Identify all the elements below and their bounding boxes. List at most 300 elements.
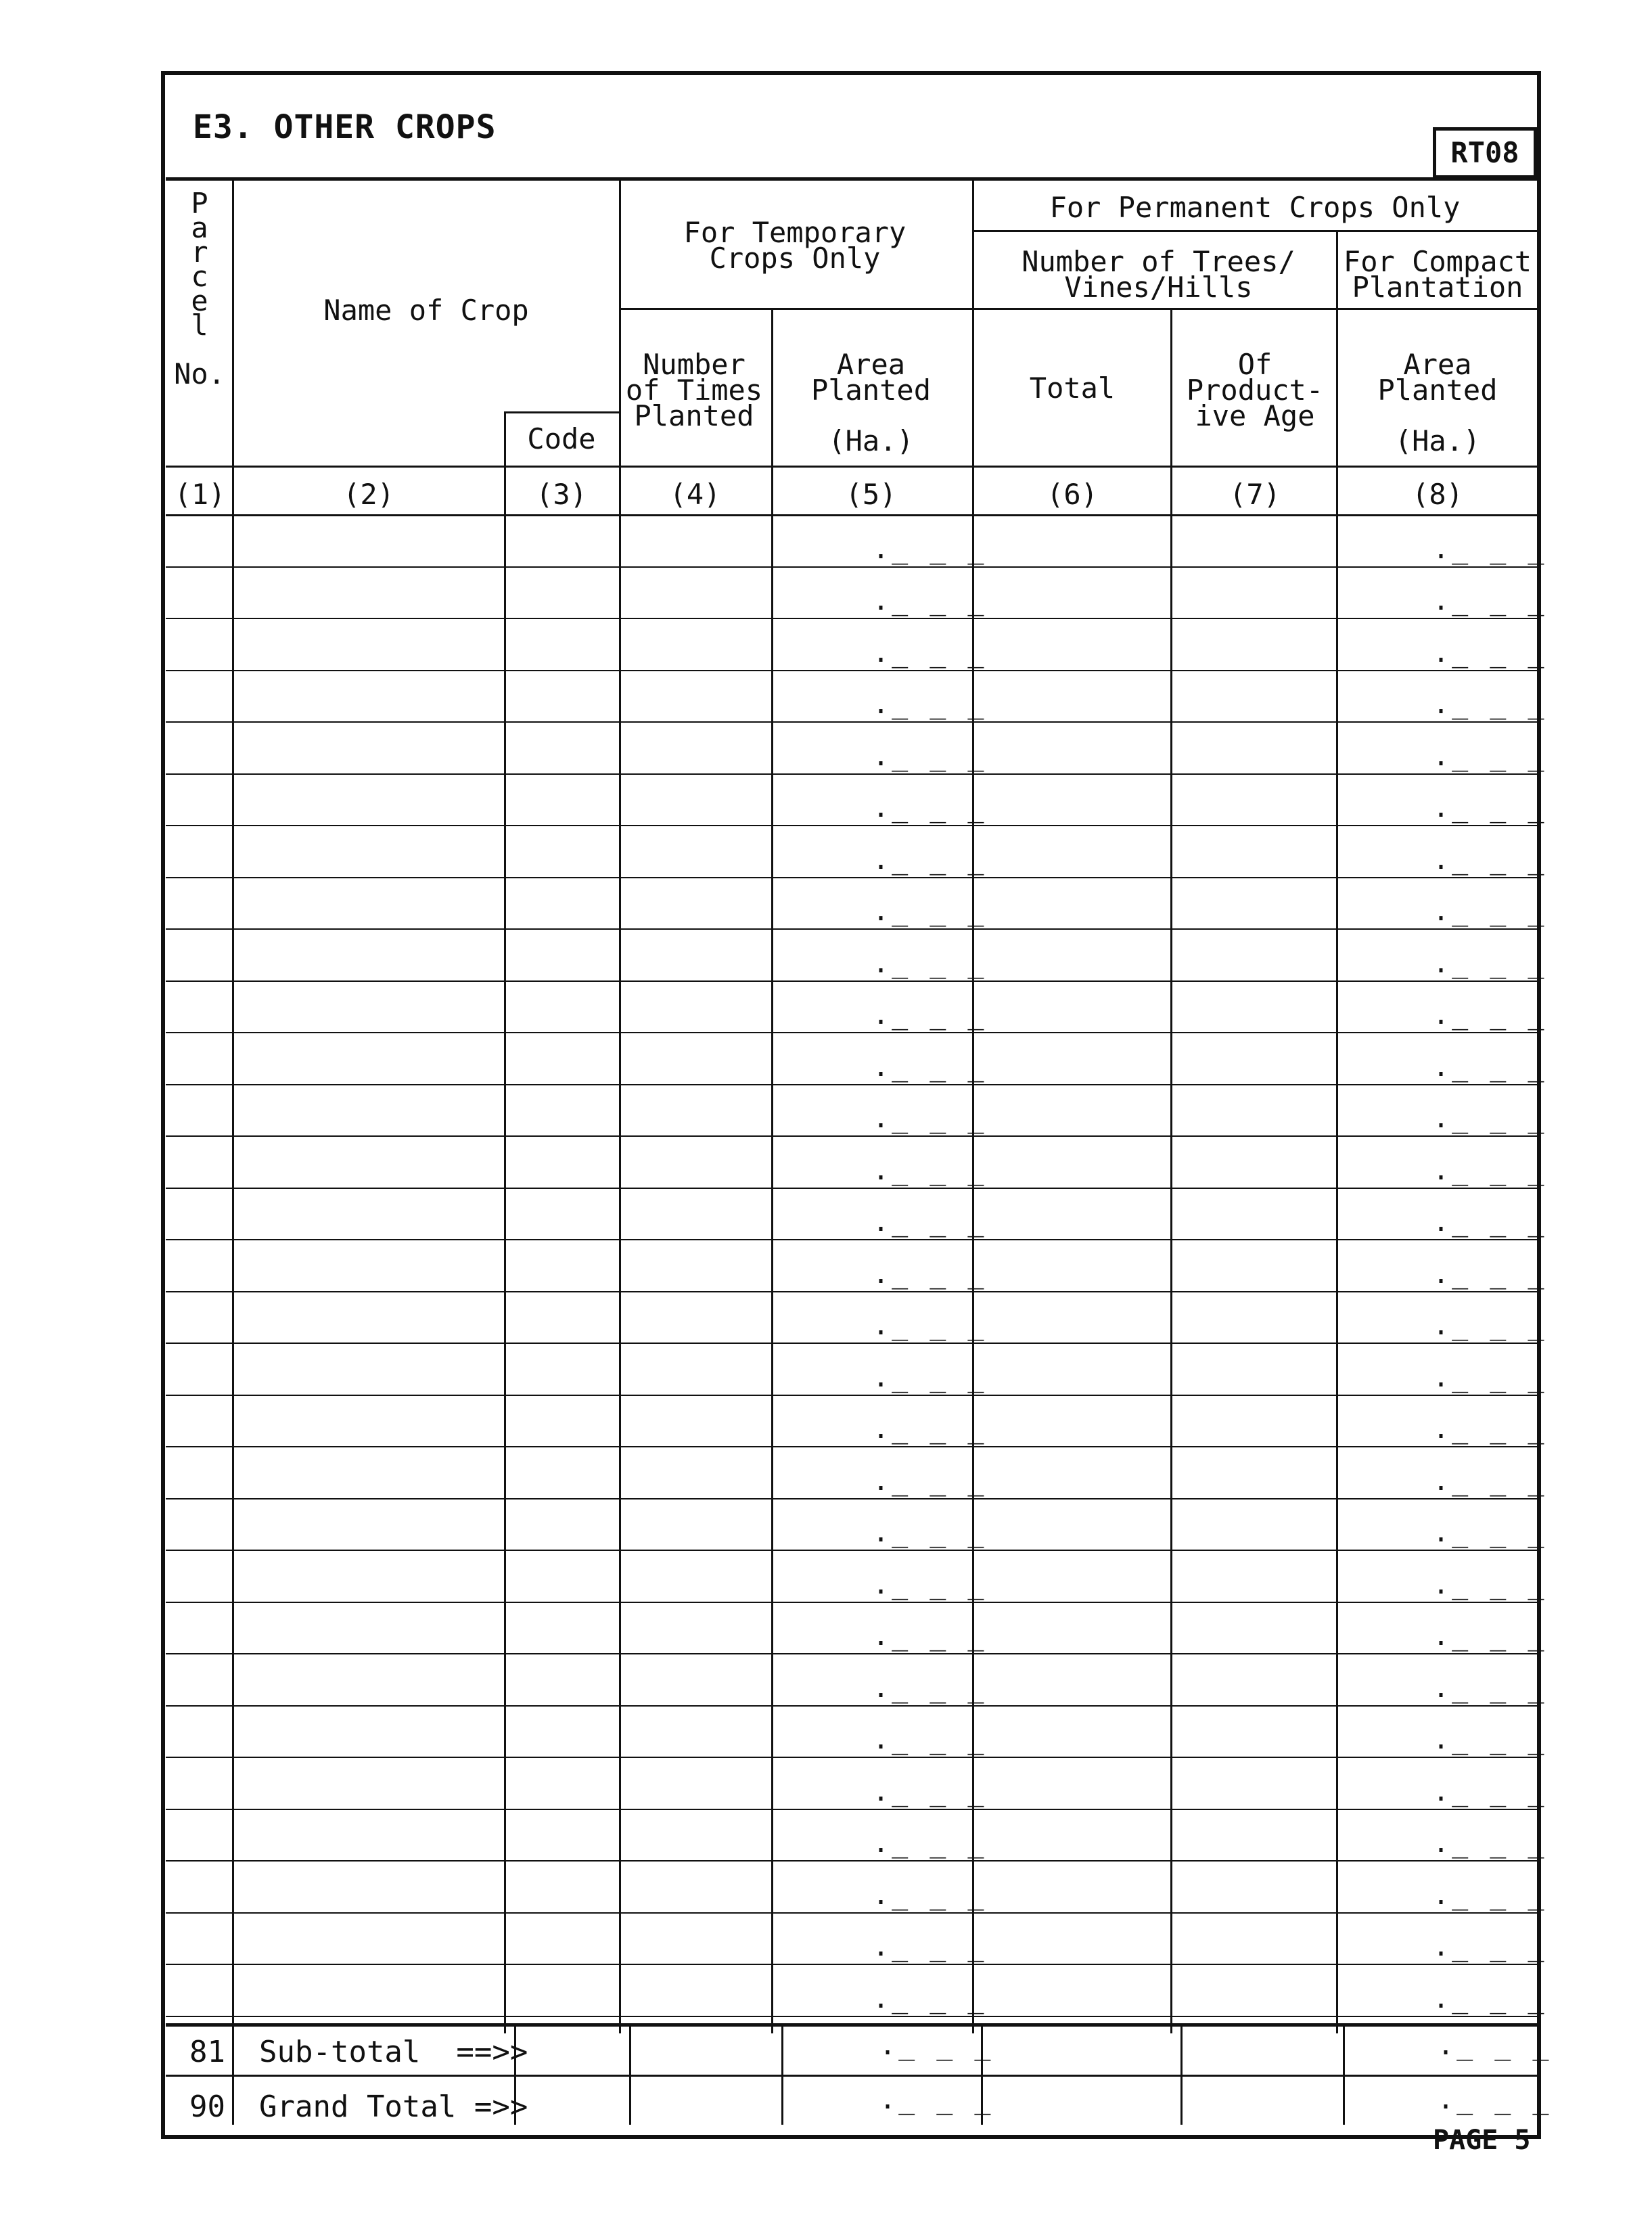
area-temp-decimal: ._ _ _ xyxy=(873,1569,987,1600)
productive-age-cell[interactable] xyxy=(1172,672,1332,720)
table-row-line xyxy=(166,1395,1539,1396)
crop-name-cell[interactable] xyxy=(234,983,500,1031)
form-code-box: RT08 xyxy=(1433,127,1537,179)
table-row-line xyxy=(166,1757,1539,1758)
code-cell[interactable] xyxy=(506,1034,615,1082)
code-cell[interactable] xyxy=(506,827,615,875)
code-cell[interactable] xyxy=(506,1707,615,1755)
header-bottom-line xyxy=(166,466,1539,468)
productive-age-cell[interactable] xyxy=(1172,1034,1332,1082)
parcel-cell[interactable] xyxy=(168,1914,228,1962)
area-perm-decimal: ._ _ _ xyxy=(1433,637,1547,669)
parcel-cell[interactable] xyxy=(168,1034,228,1082)
area-temp-decimal: ._ _ _ xyxy=(873,1621,987,1652)
area-perm-decimal: ._ _ _ xyxy=(1433,1776,1547,1807)
area-perm-decimal: ._ _ _ xyxy=(1433,741,1547,772)
times-planted-cell[interactable] xyxy=(621,1604,767,1652)
table-row-line xyxy=(166,928,1539,930)
code-cell[interactable] xyxy=(506,1293,615,1341)
times-planted-cell[interactable] xyxy=(621,1034,767,1082)
code-cell[interactable] xyxy=(506,1345,615,1393)
subtotal-area-perm-decimal: ._ _ _ xyxy=(1438,2030,1552,2061)
crop-name-cell[interactable] xyxy=(234,1707,500,1755)
parcel-cell[interactable] xyxy=(168,723,228,771)
total-trees-cell[interactable] xyxy=(974,775,1166,824)
total-trees-cell[interactable] xyxy=(974,1604,1166,1652)
crop-name-cell[interactable] xyxy=(234,723,500,771)
times-planted-cell[interactable] xyxy=(621,1552,767,1600)
totals-top-line xyxy=(166,2023,1539,2027)
code-cell[interactable] xyxy=(506,1448,615,1496)
area-planted-perm-header: Area Planted xyxy=(1377,348,1498,407)
productive-age-cell[interactable] xyxy=(1172,516,1332,564)
area-temp-decimal: ._ _ _ xyxy=(873,1828,987,1859)
area-perm-decimal: ._ _ _ xyxy=(1433,1517,1547,1548)
area-planted-temp-header: Area Planted xyxy=(810,348,931,407)
parcel-cell[interactable] xyxy=(168,1293,228,1341)
area-temp-decimal: ._ _ _ xyxy=(873,1776,987,1807)
area-perm-decimal: ._ _ _ xyxy=(1433,1828,1547,1859)
table-row-line xyxy=(166,1653,1539,1654)
productive-age-cell[interactable] xyxy=(1172,1190,1332,1238)
crop-name-cell[interactable] xyxy=(234,1448,500,1496)
total-trees-cell[interactable] xyxy=(974,1448,1166,1496)
parcel-cell[interactable] xyxy=(168,930,228,978)
times-planted-cell[interactable] xyxy=(621,1914,767,1962)
times-planted-cell[interactable] xyxy=(621,1500,767,1548)
totals-divider-1 xyxy=(232,2023,234,2125)
area-temp-decimal: ._ _ _ xyxy=(873,792,987,824)
productive-age-cell[interactable] xyxy=(1172,1811,1332,1859)
productive-age-cell[interactable] xyxy=(1172,1604,1332,1652)
total-trees-cell[interactable] xyxy=(974,516,1166,564)
times-planted-cell[interactable] xyxy=(621,568,767,616)
table-row-line xyxy=(166,773,1539,775)
parcel-cell[interactable] xyxy=(168,1707,228,1755)
total-trees-cell[interactable] xyxy=(974,1759,1166,1807)
area-perm-decimal: ._ _ _ xyxy=(1433,534,1547,565)
area-temp-decimal: ._ _ _ xyxy=(873,534,987,565)
area-perm-decimal: ._ _ _ xyxy=(1433,585,1547,616)
ha-perm-header: (Ha.) xyxy=(1394,424,1481,457)
times-planted-cell[interactable] xyxy=(621,516,767,564)
crop-name-cell[interactable] xyxy=(234,1655,500,1703)
total-trees-cell[interactable] xyxy=(974,1086,1166,1134)
table-row-line xyxy=(166,1032,1539,1033)
totals-middle-line xyxy=(166,2075,1539,2077)
column-number-1: (1) xyxy=(174,478,226,511)
code-cell[interactable] xyxy=(506,1759,615,1807)
table-row-line xyxy=(166,1446,1539,1447)
area-temp-decimal: ._ _ _ xyxy=(873,1206,987,1238)
column-number-2: (2) xyxy=(343,478,394,511)
crop-name-cell[interactable] xyxy=(234,1034,500,1082)
area-perm-decimal: ._ _ _ xyxy=(1433,1310,1547,1341)
times-planted-cell[interactable] xyxy=(621,775,767,824)
crop-name-cell[interactable] xyxy=(234,827,500,875)
code-cell[interactable] xyxy=(506,879,615,927)
times-planted-cell[interactable] xyxy=(621,1759,767,1807)
crop-name-cell[interactable] xyxy=(234,879,500,927)
parcel-cell[interactable] xyxy=(168,1190,228,1238)
area-temp-decimal: ._ _ _ xyxy=(873,1362,987,1393)
total-trees-cell[interactable] xyxy=(974,983,1166,1031)
code-cell[interactable] xyxy=(506,1655,615,1703)
total-trees-cell[interactable] xyxy=(974,1552,1166,1600)
code-cell[interactable] xyxy=(506,1500,615,1548)
area-perm-decimal: ._ _ _ xyxy=(1433,1155,1547,1186)
productive-age-cell[interactable] xyxy=(1172,1137,1332,1186)
productive-age-cell[interactable] xyxy=(1172,1914,1332,1962)
times-planted-cell[interactable] xyxy=(621,930,767,978)
total-trees-cell[interactable] xyxy=(974,723,1166,771)
table-row-line xyxy=(166,1498,1539,1499)
area-perm-decimal: ._ _ _ xyxy=(1433,1414,1547,1445)
table-row-line xyxy=(166,1860,1539,1862)
subtotal-code: 81 xyxy=(189,2035,225,2069)
table-row-line xyxy=(166,1705,1539,1707)
code-cell[interactable] xyxy=(506,1811,615,1859)
table-row-line xyxy=(166,1912,1539,1914)
header-subrow-line xyxy=(619,308,1539,310)
area-temp-decimal: ._ _ _ xyxy=(873,844,987,876)
area-perm-decimal: ._ _ _ xyxy=(1433,844,1547,876)
area-temp-decimal: ._ _ _ xyxy=(873,1259,987,1290)
table-row-line xyxy=(166,1602,1539,1603)
total-trees-cell[interactable] xyxy=(974,827,1166,875)
parcel-cell[interactable] xyxy=(168,620,228,668)
total-trees-cell[interactable] xyxy=(974,930,1166,978)
times-planted-cell[interactable] xyxy=(621,1966,767,2014)
code-cell[interactable] xyxy=(506,1190,615,1238)
times-planted-cell[interactable] xyxy=(621,879,767,927)
productive-age-cell[interactable] xyxy=(1172,1862,1332,1910)
compact-plantation-header: For Compact Plantation xyxy=(1343,245,1532,304)
times-planted-cell[interactable] xyxy=(621,1086,767,1134)
column-number-8: (8) xyxy=(1412,478,1463,511)
page-number: PAGE 5 xyxy=(1433,2125,1531,2156)
parcel-cell[interactable] xyxy=(168,983,228,1031)
column-number-4: (4) xyxy=(669,478,721,511)
crop-name-cell[interactable] xyxy=(234,1345,500,1393)
area-temp-decimal: ._ _ _ xyxy=(873,1983,987,2014)
area-perm-decimal: ._ _ _ xyxy=(1433,896,1547,927)
times-planted-cell[interactable] xyxy=(621,1190,767,1238)
table-row-line xyxy=(166,980,1539,982)
area-perm-decimal: ._ _ _ xyxy=(1433,792,1547,824)
times-planted-cell[interactable] xyxy=(621,723,767,771)
crop-name-cell[interactable] xyxy=(234,1966,500,2014)
total-trees-cell[interactable] xyxy=(974,1345,1166,1393)
total-trees-cell[interactable] xyxy=(974,879,1166,927)
crop-name-cell[interactable] xyxy=(234,1500,500,1548)
productive-age-cell[interactable] xyxy=(1172,1293,1332,1341)
code-cell[interactable] xyxy=(506,568,615,616)
parcel-cell[interactable] xyxy=(168,1448,228,1496)
code-cell[interactable] xyxy=(506,930,615,978)
crop-name-cell[interactable] xyxy=(234,1137,500,1186)
area-temp-decimal: ._ _ _ xyxy=(873,637,987,669)
table-row-line xyxy=(166,670,1539,671)
table-row-line xyxy=(166,825,1539,826)
parcel-cell[interactable] xyxy=(168,568,228,616)
total-trees-cell[interactable] xyxy=(974,1397,1166,1445)
table-row-line xyxy=(166,1188,1539,1189)
crop-name-cell[interactable] xyxy=(234,1862,500,1910)
parcel-cell[interactable] xyxy=(168,672,228,720)
parcel-cell[interactable] xyxy=(168,1500,228,1548)
area-perm-decimal: ._ _ _ xyxy=(1433,948,1547,979)
productive-age-cell[interactable] xyxy=(1172,983,1332,1031)
crop-name-cell[interactable] xyxy=(234,1190,500,1238)
table-row-line xyxy=(166,721,1539,723)
times-planted-cell[interactable] xyxy=(621,1655,767,1703)
code-cell[interactable] xyxy=(506,516,615,564)
productive-age-cell[interactable] xyxy=(1172,1500,1332,1548)
table-row-line xyxy=(166,1343,1539,1344)
parcel-cell[interactable] xyxy=(168,1086,228,1134)
code-cell[interactable] xyxy=(506,1552,615,1600)
total-trees-cell[interactable] xyxy=(974,1500,1166,1548)
productive-age-cell[interactable] xyxy=(1172,1448,1332,1496)
table-row-line xyxy=(166,1135,1539,1137)
area-perm-decimal: ._ _ _ xyxy=(1433,1724,1547,1755)
times-planted-cell[interactable] xyxy=(621,827,767,875)
table-row-line xyxy=(166,1239,1539,1240)
table-row-line xyxy=(166,618,1539,619)
crop-name-cell[interactable] xyxy=(234,1086,500,1134)
totals-divider-3 xyxy=(629,2023,631,2125)
area-perm-decimal: ._ _ _ xyxy=(1433,1362,1547,1393)
code-cell[interactable] xyxy=(506,1241,615,1289)
parcel-cell[interactable] xyxy=(168,827,228,875)
times-planted-cell[interactable] xyxy=(621,1707,767,1755)
crop-name-cell[interactable] xyxy=(234,516,500,564)
area-temp-decimal: ._ _ _ xyxy=(873,1724,987,1755)
column-number-7: (7) xyxy=(1229,478,1281,511)
crop-name-cell[interactable] xyxy=(234,1914,500,1962)
temporary-crops-header: For Temporary Crops Only xyxy=(683,216,907,275)
area-perm-decimal: ._ _ _ xyxy=(1433,1466,1547,1497)
subtotal-label: Sub-total ==>> xyxy=(259,2035,528,2069)
area-perm-decimal: ._ _ _ xyxy=(1433,1259,1547,1290)
total-header: Total xyxy=(1029,371,1116,405)
area-perm-decimal: ._ _ _ xyxy=(1433,1103,1547,1134)
parcel-cell[interactable] xyxy=(168,879,228,927)
area-temp-decimal: ._ _ _ xyxy=(873,1517,987,1548)
code-cell[interactable] xyxy=(506,1604,615,1652)
total-trees-cell[interactable] xyxy=(974,1914,1166,1962)
crop-name-cell[interactable] xyxy=(234,1811,500,1859)
times-planted-cell[interactable] xyxy=(621,1137,767,1186)
area-temp-decimal: ._ _ _ xyxy=(873,999,987,1031)
parcel-cell[interactable] xyxy=(168,1397,228,1445)
times-planted-cell[interactable] xyxy=(621,1862,767,1910)
productive-age-cell[interactable] xyxy=(1172,775,1332,824)
times-planted-cell[interactable] xyxy=(621,1293,767,1341)
times-planted-cell[interactable] xyxy=(621,1448,767,1496)
times-planted-cell[interactable] xyxy=(621,1811,767,1859)
ha-temp-header: (Ha.) xyxy=(828,424,914,457)
parcel-header: P a r c e l No. xyxy=(174,187,225,390)
productive-age-cell[interactable] xyxy=(1172,1241,1332,1289)
parcel-cell[interactable] xyxy=(168,1655,228,1703)
productive-age-cell[interactable] xyxy=(1172,1655,1332,1703)
area-perm-decimal: ._ _ _ xyxy=(1433,1206,1547,1238)
area-temp-decimal: ._ _ _ xyxy=(873,689,987,720)
times-planted-cell[interactable] xyxy=(621,983,767,1031)
area-temp-decimal: ._ _ _ xyxy=(873,1310,987,1341)
area-temp-decimal: ._ _ _ xyxy=(873,1880,987,1911)
header-top-line xyxy=(166,177,1538,181)
total-trees-cell[interactable] xyxy=(974,1190,1166,1238)
productive-age-cell[interactable] xyxy=(1172,879,1332,927)
area-perm-decimal: ._ _ _ xyxy=(1433,1052,1547,1083)
grand-total-code: 90 xyxy=(189,2090,225,2124)
area-perm-decimal: ._ _ _ xyxy=(1433,1569,1547,1600)
parcel-cell[interactable] xyxy=(168,1604,228,1652)
area-temp-decimal: ._ _ _ xyxy=(873,1931,987,1962)
productive-age-cell[interactable] xyxy=(1172,1966,1332,2014)
table-row-line xyxy=(166,1550,1539,1551)
productive-age-cell[interactable] xyxy=(1172,827,1332,875)
area-perm-decimal: ._ _ _ xyxy=(1433,1931,1547,1962)
total-trees-cell[interactable] xyxy=(974,620,1166,668)
parcel-cell[interactable] xyxy=(168,1759,228,1807)
total-trees-cell[interactable] xyxy=(974,1966,1166,2014)
crop-name-cell[interactable] xyxy=(234,672,500,720)
total-trees-cell[interactable] xyxy=(974,1655,1166,1703)
trees-vines-header: Number of Trees/ Vines/Hills xyxy=(1022,245,1295,304)
column-number-5: (5) xyxy=(845,478,897,511)
name-of-crop-header: Name of Crop xyxy=(323,294,529,327)
times-planted-cell[interactable] xyxy=(621,1345,767,1393)
parcel-cell[interactable] xyxy=(168,775,228,824)
grand-total-area-perm-decimal: ._ _ _ xyxy=(1438,2084,1552,2115)
area-perm-decimal: ._ _ _ xyxy=(1433,1673,1547,1704)
code-cell[interactable] xyxy=(506,1862,615,1910)
productive-age-cell[interactable] xyxy=(1172,723,1332,771)
area-temp-decimal: ._ _ _ xyxy=(873,585,987,616)
area-perm-decimal: ._ _ _ xyxy=(1433,1880,1547,1911)
totals-divider-7 xyxy=(1343,2023,1345,2125)
crop-name-cell[interactable] xyxy=(234,775,500,824)
crop-name-cell[interactable] xyxy=(234,620,500,668)
total-trees-cell[interactable] xyxy=(974,1707,1166,1755)
crop-name-cell[interactable] xyxy=(234,1759,500,1807)
productive-age-cell[interactable] xyxy=(1172,1759,1332,1807)
column-number-3: (3) xyxy=(536,478,587,511)
code-cell[interactable] xyxy=(506,723,615,771)
area-temp-decimal: ._ _ _ xyxy=(873,1052,987,1083)
code-cell[interactable] xyxy=(506,983,615,1031)
totals-divider-6 xyxy=(1180,2023,1183,2125)
crop-name-cell[interactable] xyxy=(234,1552,500,1600)
permanent-group-line xyxy=(974,230,1539,232)
crop-name-cell[interactable] xyxy=(234,930,500,978)
crop-name-cell[interactable] xyxy=(234,1293,500,1341)
times-planted-header: Number of Times Planted xyxy=(625,348,763,432)
total-trees-cell[interactable] xyxy=(974,1293,1166,1341)
code-cell[interactable] xyxy=(506,1966,615,2014)
area-temp-decimal: ._ _ _ xyxy=(873,896,987,927)
table-row-line xyxy=(166,1291,1539,1292)
section-title: E3. OTHER CROPS xyxy=(193,108,497,146)
total-trees-cell[interactable] xyxy=(974,1034,1166,1082)
productive-age-cell[interactable] xyxy=(1172,620,1332,668)
times-planted-cell[interactable] xyxy=(621,1241,767,1289)
total-trees-cell[interactable] xyxy=(974,1811,1166,1859)
productive-age-cell[interactable] xyxy=(1172,1086,1332,1134)
permanent-crops-header: For Permanent Crops Only xyxy=(1049,191,1461,224)
area-temp-decimal: ._ _ _ xyxy=(873,1155,987,1186)
total-trees-cell[interactable] xyxy=(974,568,1166,616)
parcel-cell[interactable] xyxy=(168,1966,228,2014)
crop-name-cell[interactable] xyxy=(234,1604,500,1652)
times-planted-cell[interactable] xyxy=(621,672,767,720)
productive-age-cell[interactable] xyxy=(1172,930,1332,978)
area-perm-decimal: ._ _ _ xyxy=(1433,1621,1547,1652)
productive-age-header: Of Product- ive Age xyxy=(1186,348,1324,432)
code-cell[interactable] xyxy=(506,620,615,668)
productive-age-cell[interactable] xyxy=(1172,1552,1332,1600)
code-cell[interactable] xyxy=(506,1914,615,1962)
area-temp-decimal: ._ _ _ xyxy=(873,1103,987,1134)
table-row-line xyxy=(166,566,1539,568)
productive-age-cell[interactable] xyxy=(1172,568,1332,616)
table-row-line xyxy=(166,1964,1539,1965)
area-temp-decimal: ._ _ _ xyxy=(873,948,987,979)
code-header: Code xyxy=(527,422,596,455)
parcel-cell[interactable] xyxy=(168,516,228,564)
parcel-cell[interactable] xyxy=(168,1862,228,1910)
productive-age-cell[interactable] xyxy=(1172,1707,1332,1755)
area-temp-decimal: ._ _ _ xyxy=(873,1414,987,1445)
parcel-cell[interactable] xyxy=(168,1345,228,1393)
productive-age-cell[interactable] xyxy=(1172,1345,1332,1393)
table-row-line xyxy=(166,1084,1539,1085)
total-trees-cell[interactable] xyxy=(974,1241,1166,1289)
times-planted-cell[interactable] xyxy=(621,1397,767,1445)
area-perm-decimal: ._ _ _ xyxy=(1433,1983,1547,2014)
crop-name-cell[interactable] xyxy=(234,1241,500,1289)
times-planted-cell[interactable] xyxy=(621,620,767,668)
area-perm-decimal: ._ _ _ xyxy=(1433,689,1547,720)
total-trees-cell[interactable] xyxy=(974,1137,1166,1186)
grand-total-area-temp-decimal: ._ _ _ xyxy=(879,2084,994,2115)
code-cell[interactable] xyxy=(506,775,615,824)
code-cell[interactable] xyxy=(506,672,615,720)
productive-age-cell[interactable] xyxy=(1172,1397,1332,1445)
crop-name-cell[interactable] xyxy=(234,1397,500,1445)
code-cell[interactable] xyxy=(506,1397,615,1445)
grand-total-label: Grand Total =>> xyxy=(259,2090,528,2124)
crop-name-cell[interactable] xyxy=(234,568,500,616)
total-trees-cell[interactable] xyxy=(974,1862,1166,1910)
code-cell[interactable] xyxy=(506,1137,615,1186)
area-temp-decimal: ._ _ _ xyxy=(873,1673,987,1704)
parcel-cell[interactable] xyxy=(168,1137,228,1186)
code-header-line xyxy=(504,411,619,413)
parcel-cell[interactable] xyxy=(168,1811,228,1859)
parcel-cell[interactable] xyxy=(168,1241,228,1289)
table-row-line xyxy=(166,877,1539,878)
total-trees-cell[interactable] xyxy=(974,672,1166,720)
area-temp-decimal: ._ _ _ xyxy=(873,1466,987,1497)
code-cell[interactable] xyxy=(506,1086,615,1134)
column-number-6: (6) xyxy=(1047,478,1098,511)
parcel-cell[interactable] xyxy=(168,1552,228,1600)
